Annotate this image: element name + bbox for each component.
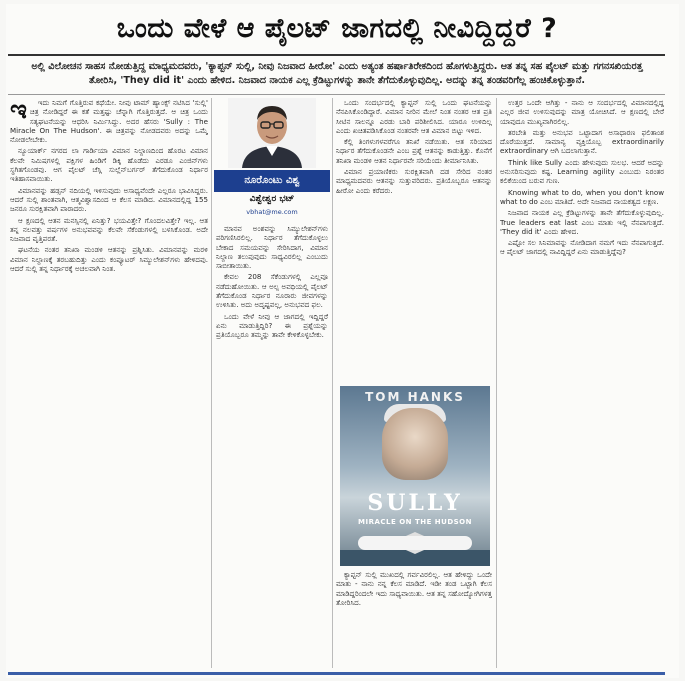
paragraph: ಒಂದು ಸಂದರ್ಭದಲ್ಲಿ ಕ್ಯಾಪ್ಟನ್ ಸುಲ್ಲಿ ಒಂದು ಘಟನೆಯನ್ನು ನೆನಪಿಸಿಕೊಂಡಿದ್ದಾರೆ. ವಿಮಾನ ನೀರಿನ ಮೇಲೆ ನಿಂತ ನಂತರ ಆತ ಪ್ರತಿ ಸೀಟಿನ ಸಾಲನ್ನೂ ಎರಡು ಬಾರಿ ಪರಿಶೀಲಿಸಿದ. ಯಾರೂ ಉಳಿದಿಲ್ಲ ಎಂದು ಖಚಿತಪಡಿಸಿಕೊಂಡ ನಂತರವೇ ಆತ ವಿಮಾನ ಬಿಟ್ಟು ಇಳಿದ. xyxy=(336,98,492,135)
paragraph: ಕ್ಯಾಪ್ಟನ್ ಸುಲ್ಲಿ ಮುಖದಲ್ಲಿ ಗರ್ವವಿರಲಿಲ್ಲ. ಆತ ಹೇಳಿದ್ದು ಒಂದೇ ಮಾತು - ನಾನು ನನ್ನ ಕೆಲಸ ಮಾಡಿದೆ. ಇಡೀ ತಂಡ ಒಟ್ಟಾಗಿ ಕೆಲಸ ಮಾಡಿದ್ದರಿಂದಲೇ ಇದು ಸಾಧ್ಯವಾಯಿತು. ಆತ ತನ್ನ ಸಹೋದ್ಯೋಗಿಗಳತ್ತ ತೋರಿಸಿದ. xyxy=(336,570,492,607)
paragraph: ಇದು ನಿಮಗೆ ಗೊತ್ತಿರುವ ಕಥೆಯೇ. ನೀವು ಟಾಮ್ ಹ್ಯಾಂಕ್ಸ್ ನಟಿಸಿದ 'ಸುಲ್ಲಿ' ಚಿತ್ರ ನೋಡಿದ್ದರೆ ಈ ಕತೆ ಮತ್ತಷ್ಟು ಚೆನ್ನಾಗಿ ಗೊತ್ತಿರುತ್ತದೆ. ಆ ಚಿತ್ರ ಒಂದು ಸತ್ಯಘಟನೆಯನ್ನು ಆಧರಿಸಿ ನಿರ್ಮಿಸಿದ್ದು. ಅದರ ಹೆಸರು 'Sully : The Miracle On The Hudson'. ಈ ಚಿತ್ರವನ್ನು ನೋಡದವರು ಅದನ್ನು ಒಮ್ಮೆ ನೋಡಲೇಬೇಕು. xyxy=(10,98,208,145)
article-subhead: ಅಲ್ಲಿ ವಿಲೋಚನ ಸಾಹಸ ನೋಡುತ್ತಿದ್ದ ಮಾಧ್ಯಮದವರು, 'ಕ್ಯಾಪ್ಟನ್ ಸುಲ್ಲಿ, ನೀವು ನಿಜವಾದ ಹೀರೋ' ಎಂದು ಅತ್ಯಂತ ಹರ್ಷಾತಿರೇಕದಿಂದ ಹೊಗಳುತ್ತಿದ್ದರು. ಆತ ತನ್ನ ಸಹ ಪೈಲಟ್ ಮತ್ತು ಗಗನಸಖಿಯರತ್ತ ತೋರಿಸಿ, 'They did it' ಎಂದು ಹೇಳಿದ. ನಿಜವಾದ ನಾಯಕ ಎಲ್ಲ ಕ್ರೆಡಿಟ್ಟುಗಳನ್ನು ತಾನೇ ತೆಗೆದುಕೊಳ್ಳುವುದಿಲ್ಲ. ಅದನ್ನು ತನ್ನ ತಂಡವರಿಗೆಲ್ಲ ಹಂಚಿಕೊಳ್ಳುತ್ತಾನೆ. xyxy=(31,61,643,86)
author-box xyxy=(214,98,330,220)
airplane-icon xyxy=(358,536,472,550)
paragraph: Knowing what to do, when you don't know what to do ಎಂಬ ಮಾತಿದೆ. ಅದೇ ನಿಜವಾದ ನಾಯಕತ್ವದ ಲಕ್ಷಣ. xyxy=(500,187,664,206)
drop-cap: ಇ xyxy=(10,98,27,125)
paragraph: ಕೆಲ್ಲಿ ತಿಂಗಳುಗಳವರೆಗೂ ತನಿಖೆ ನಡೆಯಿತು. ಆತ ಸರಿಯಾದ ನಿರ್ಧಾರ ತೆಗೆದುಕೊಂಡನೇ ಎಂಬ ಪ್ರಶ್ನೆ ಆತನನ್ನು ಕಾಡುತ್ತಿತ್ತು. ಕೊನೆಗೆ ತನಿಖಾ ಮಂಡಳಿ ಆತನ ನಿರ್ಧಾರವೇ ಸರಿಯೆಂದು ತೀರ್ಮಾನಿಸಿತು. xyxy=(336,137,492,165)
column-3-lower xyxy=(336,570,492,668)
paragraph: ಕೇವಲ 208 ಸೆಕೆಂಡುಗಳಲ್ಲಿ ಎಲ್ಲವೂ ನಡೆದುಹೋಯಿತು. ಆ ಅಲ್ಪ ಅವಧಿಯಲ್ಲಿ ಪೈಲಟ್ ತೆಗೆದುಕೊಂಡ ನಿರ್ಧಾರ ನೂರಾರು ಜೀವಗಳನ್ನು ಉಳಿಸಿತು. ಅದು ಅದೃಷ್ಟವಲ್ಲ, ಅನುಭವದ ಫಲ. xyxy=(216,272,328,310)
subhead-rule xyxy=(8,94,665,95)
column-divider xyxy=(332,98,333,668)
paragraph: ಘಟನೆಯ ನಂತರ ತನಿಖಾ ಮಂಡಳಿ ಆತನನ್ನು ಪ್ರಶ್ನಿಸಿತು. ವಿಮಾನವನ್ನು ಮರಳಿ ವಿಮಾನ ನಿಲ್ದಾಣಕ್ಕೆ ತರಬಹುದಿತ್ತು ಎಂದು ಕಂಪ್ಯೂಟರ್ ಸಿಮ್ಯುಲೇಶನ್‌ಗಳು ಹೇಳಿದವು. ಆದರೆ ಸುಲ್ಲಿ ತನ್ನ ನಿರ್ಧಾರಕ್ಕೆ ಅಚಲವಾಗಿ ನಿಂತ. xyxy=(10,245,208,274)
column-divider xyxy=(211,98,212,668)
poster-actor-name: TOM HANKS xyxy=(365,390,465,404)
column-3 xyxy=(336,98,492,382)
paragraph: ವಿಮಾನ ಪ್ರಯಾಣಿಕರು ಸುರಕ್ಷಿತವಾಗಿ ದಡ ಸೇರಿದ ನಂತರ ಮಾಧ್ಯಮದವರು ಆತನನ್ನು ಸುತ್ತುವರಿದರು. ಪ್ರತಿಯೊಬ್ಬರೂ ಆತನನ್ನು ಹೀರೋ ಎಂದು ಕರೆದರು. xyxy=(336,167,492,195)
paragraph: ತರಬೇತಿ ಮತ್ತು ಅನುಭವ ಒಟ್ಟಾದಾಗ ಅಸಾಧಾರಣ ಫಲಿತಾಂಶ ದೊರೆಯುತ್ತದೆ. ಸಾಮಾನ್ಯ ವ್ಯಕ್ತಿಯೊಬ್ಬ extraordinarily extraordinary ಆಗಿ ಬದಲಾಗುತ್ತಾನೆ. xyxy=(500,127,664,156)
paragraph: ನಿಜವಾದ ನಾಯಕ ಎಲ್ಲ ಕ್ರೆಡಿಟ್ಟುಗಳನ್ನು ತಾನೇ ತೆಗೆದುಕೊಳ್ಳುವುದಿಲ್ಲ. True leaders eat last ಎಂಬ ಮಾತು ಇಲ್ಲಿ ನೆನಪಾಗುತ್ತದೆ. 'They did it' ಎಂದು ಹೇಳಿದ. xyxy=(500,208,664,236)
author-portrait-icon xyxy=(228,98,316,168)
poster-title: SULLY xyxy=(367,490,463,516)
poster-subtitle: MIRACLE ON THE HUDSON xyxy=(358,518,472,526)
paragraph: Think like Sully ಎಂದು ಹೇಳುವುದು ಸುಲಭ. ಆದರೆ ಅದನ್ನು ಅನುಸರಿಸುವುದು ಕಷ್ಟ. Learning agility ಎಂಬುದು ನಿರಂತರ ಕಲಿಕೆಯಿಂದ ಬರುವ ಗುಣ. xyxy=(500,157,664,186)
author-photo xyxy=(228,98,316,168)
paragraph: ಆ ಕ್ಷಣದಲ್ಲಿ ಆತನ ಮನಸ್ಸಿನಲ್ಲಿ ಏನಿತ್ತು? ಭಯವಿತ್ತೇ? ಗೊಂದಲವಿತ್ತೇ? ಇಲ್ಲ. ಆತ ತನ್ನ ನಲವತ್ತು ವರ್ಷಗಳ ಅನುಭವವನ್ನು ಕೆಲವೇ ಸೆಕೆಂಡುಗಳಲ್ಲಿ ಬಳಸಿಕೊಂಡ. ಅದೇ ನಿಜವಾದ ವೃತ್ತಿಪರತೆ. xyxy=(10,215,208,244)
paragraph: ವಿಮಾನವನ್ನು ಹಡ್ಸನ್ ನದಿಯಲ್ಲಿ ಇಳಿಸುವುದು ಅಸಾಧ್ಯವೆಂದೇ ಎಲ್ಲರೂ ಭಾವಿಸಿದ್ದರು. ಆದರೆ ಸುಲ್ಲಿ ಶಾಂತವಾಗಿ, ಆತ್ಮವಿಶ್ವಾಸದಿಂದ ಆ ಕೆಲಸ ಮಾಡಿದ. ವಿಮಾನದಲ್ಲಿದ್ದ 155 ಜನರೂ ಸುರಕ್ಷಿತವಾಗಿ ಪಾರಾದರು. xyxy=(10,185,208,214)
paragraph: ಉತ್ತರ ಒಂದೇ ಆಗಿತ್ತು - ನಾನು ಆ ಸಂದರ್ಭದಲ್ಲಿ ವಿಮಾನದಲ್ಲಿದ್ದ ಎಲ್ಲರ ಜೀವ ಉಳಿಸುವುದನ್ನು ಮಾತ್ರ ಯೋಚಿಸಿದೆ. ಆ ಕ್ಷಣದಲ್ಲಿ ಬೇರೆ ಯಾವುದೂ ಮುಖ್ಯವಾಗಿರಲಿಲ್ಲ. xyxy=(500,98,664,126)
paragraph: ಮಾನವ ಅಂಶವನ್ನು ಸಿಮ್ಯುಲೇಶನ್‌ಗಳು ಪರಿಗಣಿಸಿರಲಿಲ್ಲ. ನಿರ್ಧಾರ ತೆಗೆದುಕೊಳ್ಳಲು ಬೇಕಾದ ಸಮಯವನ್ನು ಸೇರಿಸಿದಾಗ, ವಿಮಾನ ನಿಲ್ದಾಣ ತಲುಪುವುದು ಸಾಧ್ಯವಿರಲಿಲ್ಲ ಎಂಬುದು ಸಾಬೀತಾಯಿತು. xyxy=(216,224,328,271)
column-2 xyxy=(216,224,328,668)
poster-face xyxy=(382,408,448,480)
paragraph: ನ್ಯೂಯಾರ್ಕ್ ನಗರದ ಲಾ ಗಾರ್ಡಿಯಾ ವಿಮಾನ ನಿಲ್ದಾಣದಿಂದ ಹೊರಟ ವಿಮಾನ ಕೆಲವೇ ನಿಮಿಷಗಳಲ್ಲಿ ಪಕ್ಷಿಗಳ ಹಿಂಡಿಗೆ ಡಿಕ್ಕಿ ಹೊಡೆದು ಎರಡೂ ಎಂಜಿನ್‌ಗಳು ಸ್ಥಗಿತಗೊಂಡವು. ಆಗ ಪೈಲಟ್ ಚೆಸ್ಲಿ ಸುಲ್ಲೆನ್‌ಬರ್ಗರ್ ತೆಗೆದುಕೊಂಡ ನಿರ್ಧಾರ ಇತಿಹಾಸವಾಯಿತು. xyxy=(10,146,208,184)
author-email-link[interactable]: vbhat@me.com xyxy=(246,208,298,216)
column-1 xyxy=(10,98,208,668)
movie-poster xyxy=(340,386,490,566)
author-name: ವಿಶ್ವೇಶ್ವರ ಭಟ್ xyxy=(249,194,295,204)
article-headline: ಒಂದು ವೇಳೆ ಆ ಪೈಲಟ್ ಜಾಗದಲ್ಲಿ ನೀವಿದ್ದಿದ್ದರೆ ? xyxy=(116,13,558,44)
column-divider xyxy=(496,98,497,668)
paragraph: ಎಷ್ಟೋ ಸಲ ಸಿನಿಮಾವನ್ನು ನೋಡಿದಾಗ ನಮಗೆ ಇದು ನೆನಪಾಗುತ್ತದೆ. ಆ ಪೈಲಟ್ ಜಾಗದಲ್ಲಿ ನಾವಿದ್ದಿದ್ದರೆ ಏನು ಮಾಡುತ್ತಿದ್ದೆವು? xyxy=(500,238,664,257)
column-4 xyxy=(500,98,664,668)
column-banner: ನೂರೊಂಟು ವಿಶ್ವ xyxy=(214,170,330,192)
headline-rule xyxy=(8,54,665,56)
paragraph: ಒಂದು ವೇಳೆ ನೀವು ಆ ಜಾಗದಲ್ಲಿ ಇದ್ದಿದ್ದರೆ ಏನು ಮಾಡುತ್ತಿದ್ದಿರಿ? ಈ ಪ್ರಶ್ನೆಯನ್ನು ಪ್ರತಿಯೊಬ್ಬರೂ ತಮ್ಮನ್ನು ತಾವೇ ಕೇಳಿಕೊಳ್ಳಬೇಕು. xyxy=(216,311,328,340)
page-footer-strip xyxy=(8,672,665,675)
